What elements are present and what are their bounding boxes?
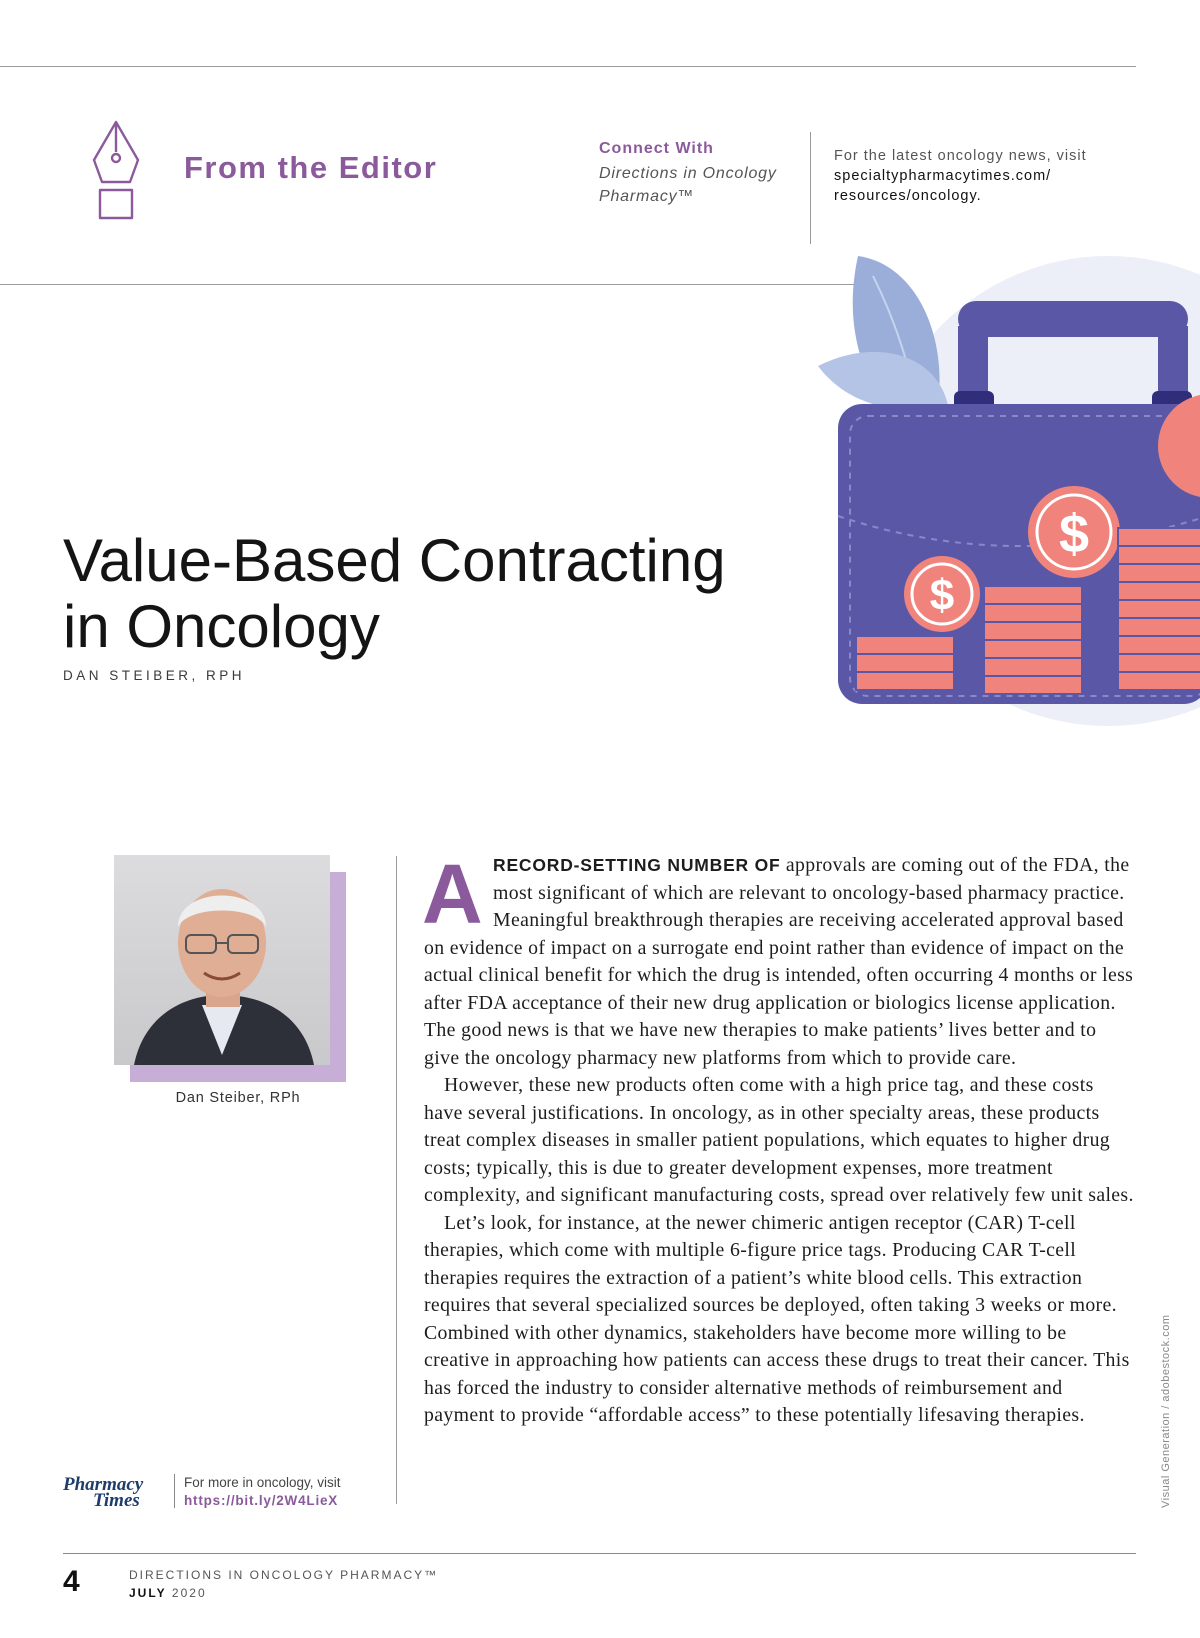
connect-publication-line2: Pharmacy™ bbox=[599, 188, 695, 205]
byline: DAN STEIBER, RPH bbox=[63, 668, 246, 683]
publication-name: DIRECTIONS IN ONCOLOGY PHARMACY™ bbox=[129, 1568, 439, 1582]
svg-text:$: $ bbox=[1058, 504, 1090, 564]
fountain-pen-icon bbox=[86, 120, 146, 224]
header-rule bbox=[0, 284, 860, 285]
promo-block bbox=[184, 1474, 341, 1510]
svg-text:$: $ bbox=[929, 571, 955, 620]
latest-news-block bbox=[834, 146, 1124, 206]
article-paragraph-1-text: approvals are coming out of the FDA, the most significant of which are relevant to oncology-based pharmacy practice. Meaningful breakthrough therapies are receiving accelerated approval based on evidence of impact on a surrogate end point rather than evidence of impact on the actual clinical benefit for which the drug is intended, often occurring 4 months or less after FDA acceptance of their new drug application or biologics license application. The good news is that we have new therapies to make patients’ lives better and to give the oncology pharmacy new platforms from which to provide care. bbox=[424, 854, 1134, 1069]
promo-divider bbox=[174, 1474, 175, 1508]
latest-news-url-line1[interactable]: specialtypharmacytimes.com/ bbox=[834, 168, 1052, 184]
article-title-line2: in Oncology bbox=[63, 593, 380, 660]
pharmacy-times-logo-line1: Pharmacy bbox=[63, 1474, 144, 1495]
pharmacy-times-logo bbox=[63, 1472, 163, 1512]
connect-heading: Connect With bbox=[599, 140, 714, 157]
footer-rule bbox=[63, 1553, 1136, 1554]
article-paragraph-3: Let’s look, for instance, at the newer chimeric antigen receptor (CAR) T-cell therapies, which come with multiple 6-figure price tags. Producing CAR T-cell therapies requires the extraction of a patient’s white blood cells. This extraction requires that several specialized sources be deployed, often taking 3 weeks or more. Combined with other dynamics, stakeholders have become more willing to be creative in approaching how patients can access these drugs to treat their cancer. This has forced the industry to consider alternative methods of reimbursement and payment to provide “affordable access” to these potentially lifesaving therapies. bbox=[424, 1211, 1130, 1426]
article-title bbox=[63, 528, 823, 660]
article-paragraph-1 bbox=[422, 847, 1136, 1072]
author-portrait-image bbox=[114, 855, 330, 1065]
connect-block bbox=[599, 140, 799, 208]
promo-url-link[interactable]: https://bit.ly/2W4LieX bbox=[184, 1493, 339, 1508]
top-rule bbox=[0, 66, 1136, 67]
article-title-line1: Value-Based Contracting bbox=[63, 527, 726, 594]
page-number: 4 bbox=[63, 1565, 80, 1598]
article-paragraph-2: However, these new products often come with a high price tag, and these costs have several justifications. In oncology, as in other specialty areas, these products treat complex diseases in smaller patient populations, which equates to higher drug costs; typically, this is due to greater development expenses, more treatment complexity, and significant manufacturing costs, spread over relatively few unit sales. bbox=[424, 1074, 1134, 1206]
lead-in: RECORD-SETTING NUMBER OF bbox=[493, 855, 781, 875]
connect-publication-line1: Directions in Oncology bbox=[599, 165, 777, 182]
column-rule bbox=[396, 856, 397, 1504]
publication-date bbox=[129, 1586, 207, 1600]
section-title: From the Editor bbox=[184, 150, 438, 185]
photo-caption: Dan Steiber, RPh bbox=[175, 1090, 301, 1106]
publication-year: 2020 bbox=[171, 1586, 207, 1600]
pharmacy-times-logo-line2: Times bbox=[93, 1490, 140, 1511]
promo-text: For more in oncology, visit bbox=[184, 1475, 341, 1490]
header-divider bbox=[810, 132, 811, 244]
latest-news-intro: For the latest oncology news, visit bbox=[834, 148, 1087, 164]
drop-cap: A bbox=[422, 847, 484, 941]
briefcase-coins-illustration bbox=[818, 246, 1200, 736]
photo-credit: Visual Generation / adobestock.com bbox=[1160, 1314, 1172, 1508]
publication-month: JULY bbox=[129, 1586, 167, 1600]
article-body bbox=[422, 847, 1136, 1430]
author-photo bbox=[114, 855, 330, 1065]
latest-news-url-line2[interactable]: resources/oncology. bbox=[834, 188, 982, 204]
